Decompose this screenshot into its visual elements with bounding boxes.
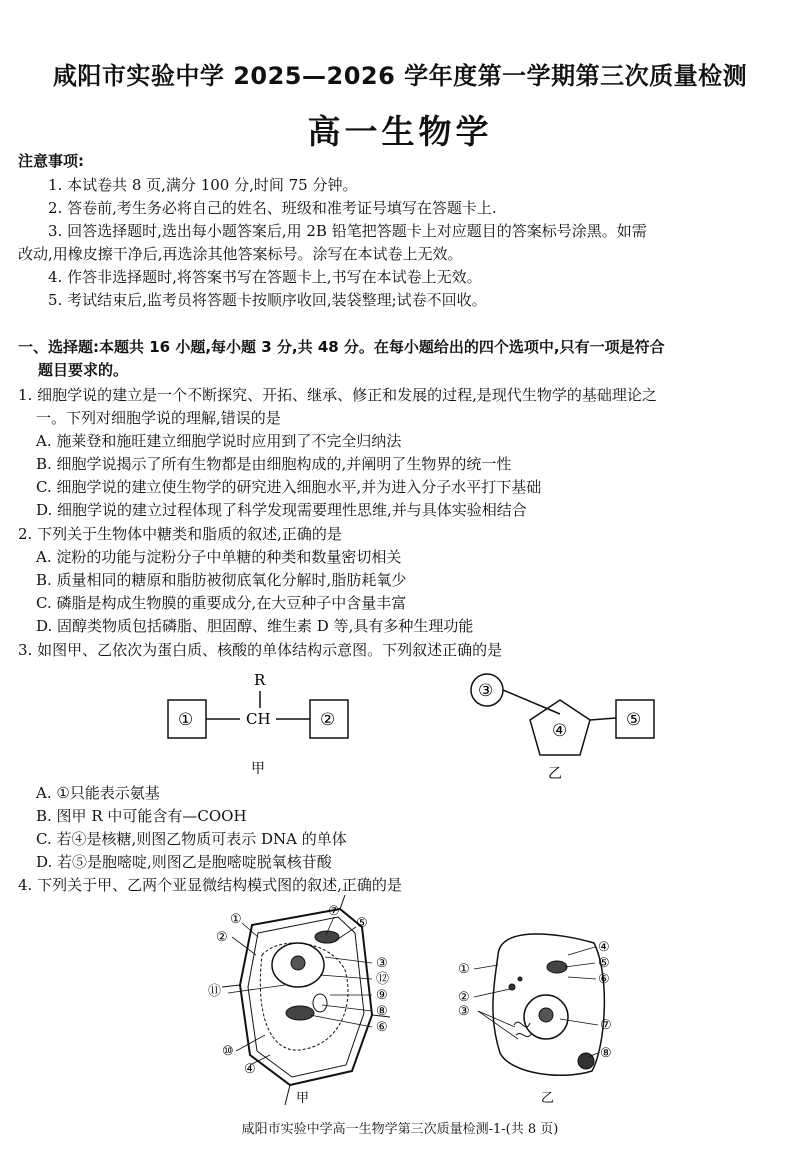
section-heading: 一、选择题:本题共 16 小题,每小题 3 分,共 48 分。在每小题给出的四个选项中,只有一项是符合: [18, 338, 665, 356]
yi-label-7: ⑦: [600, 1018, 612, 1033]
q3-figures: [0, 660, 800, 785]
jia-label-3: ③: [376, 956, 388, 971]
jia-label-2: ②: [216, 930, 228, 945]
q1-stem-cont: 一。下列对细胞学说的理解,错误的是: [36, 409, 281, 427]
notice-heading: 注意事项:: [18, 152, 84, 170]
q1-stem: 1. 细胞学说的建立是一个不断探究、开拓、继承、修正和发展的过程,是现代生物学的基础理论之: [18, 386, 657, 404]
notice-item: 2. 答卷前,考生务必将自己的姓名、班级和准考证号填写在答题卡上.: [48, 199, 497, 217]
jia-label-6: ⑥: [376, 1020, 388, 1035]
section-heading-cont: 题目要求的。: [38, 361, 129, 379]
exam-subject: 高一生物学: [307, 112, 493, 151]
base-label: ⑤: [626, 710, 642, 730]
r-group-label: R: [254, 671, 266, 689]
jia-label-4: ④: [244, 1062, 256, 1077]
page-footer: 咸阳市实验中学高一生物学第三次质量检测-1-(共 8 页): [241, 1122, 559, 1137]
central-carbon-label: CH: [246, 710, 271, 728]
notice-item: 改动,用橡皮擦干净后,再选涂其他答案标号。涂写在本试卷上无效。: [18, 245, 463, 263]
animal-cell-diagram: [493, 934, 604, 1075]
notice-item: 4. 作答非选择题时,将答案书写在答题卡上,书写在本试卷上无效。: [48, 268, 482, 286]
q3-option-b: B. 图甲 R 中可能含有—COOH: [36, 807, 247, 825]
q2-option-c: C. 磷脂是构成生物膜的重要成分,在大豆种子中含量丰富: [36, 594, 407, 612]
q4-stem: 4. 下列关于甲、乙两个亚显微结构模式图的叙述,正确的是: [18, 876, 402, 894]
yi-label-6: ⑥: [598, 972, 610, 987]
jia-label-5: ⑤: [356, 916, 368, 931]
jia-label-11: ⑪: [208, 984, 222, 999]
q2-option-b: B. 质量相同的糖原和脂肪被彻底氧化分解时,脂肪耗氧少: [36, 571, 407, 589]
notice-item: 1. 本试卷共 8 页,满分 100 分,时间 75 分钟。: [48, 176, 358, 194]
yi-label-1: ①: [458, 962, 470, 977]
jia-label-10: ⑩: [222, 1044, 234, 1059]
q2-option-a: A. 淀粉的功能与淀粉分子中单糖的种类和数量密切相关: [36, 548, 402, 566]
phosphate-label: ③: [478, 681, 494, 701]
q1-option-c: C. 细胞学说的建立使生物学的研究进入细胞水平,并为进入分子水平打下基础: [36, 478, 542, 496]
yi-label-3: ③: [458, 1004, 470, 1019]
jia-label-1: ①: [230, 912, 242, 927]
notice-item: 3. 回答选择题时,选出每小题答案后,用 2B 铅笔把答题卡上对应题目的答案标号涂黑。如需: [48, 222, 647, 240]
exam-title: 咸阳市实验中学 2025—2026 学年度第一学期第三次质量检测: [52, 62, 748, 90]
jia-label-8: ⑧: [376, 1004, 388, 1019]
q3-option-a: A. ①只能表示氨基: [36, 784, 160, 802]
notice-item: 5. 考试结束后,监考员将答题卡按顺序收回,装袋整理;试卷不回收。: [48, 291, 487, 309]
q1-option-a: A. 施莱登和施旺建立细胞学说时应用到了不完全归纳法: [36, 432, 402, 450]
jia-label-12: ⑫: [376, 972, 390, 987]
jia-label-9: ⑨: [376, 988, 388, 1003]
sugar-label: ④: [552, 721, 568, 741]
q3-option-d: D. 若⑤是胞嘧啶,则图乙是胞嘧啶脱氧核苷酸: [36, 853, 332, 871]
q1-option-b: B. 细胞学说揭示了所有生物都是由细胞构成的,并阐明了生物界的统一性: [36, 455, 512, 473]
box2-label: ②: [320, 710, 336, 730]
q2-stem: 2. 下列关于生物体中糖类和脂质的叙述,正确的是: [18, 525, 342, 543]
q3-option-c: C. 若④是核糖,则图乙物质可表示 DNA 的单体: [36, 830, 347, 848]
fig-jia-caption: 甲: [251, 761, 265, 777]
q3-stem: 3. 如图甲、乙依次为蛋白质、核酸的单体结构示意图。下列叙述正确的是: [18, 641, 503, 659]
q1-option-d: D. 细胞学说的建立过程体现了科学发现需要理性思维,并与具体实验相结合: [36, 501, 527, 519]
q2-option-d: D. 固醇类物质包括磷脂、胆固醇、维生素 D 等,具有多种生理功能: [36, 617, 474, 635]
jia-label-7: ⑦: [328, 904, 340, 919]
fig4-jia-caption: 甲: [296, 1091, 310, 1106]
yi-label-2: ②: [458, 990, 470, 1005]
yi-label-5: ⑤: [598, 956, 610, 971]
fig-yi-caption: 乙: [548, 766, 562, 782]
q4-figures: [0, 895, 800, 1110]
box1-label: ①: [178, 710, 194, 730]
yi-label-8: ⑧: [600, 1046, 612, 1061]
yi-label-4: ④: [598, 940, 610, 955]
fig4-yi-caption: 乙: [541, 1091, 555, 1106]
